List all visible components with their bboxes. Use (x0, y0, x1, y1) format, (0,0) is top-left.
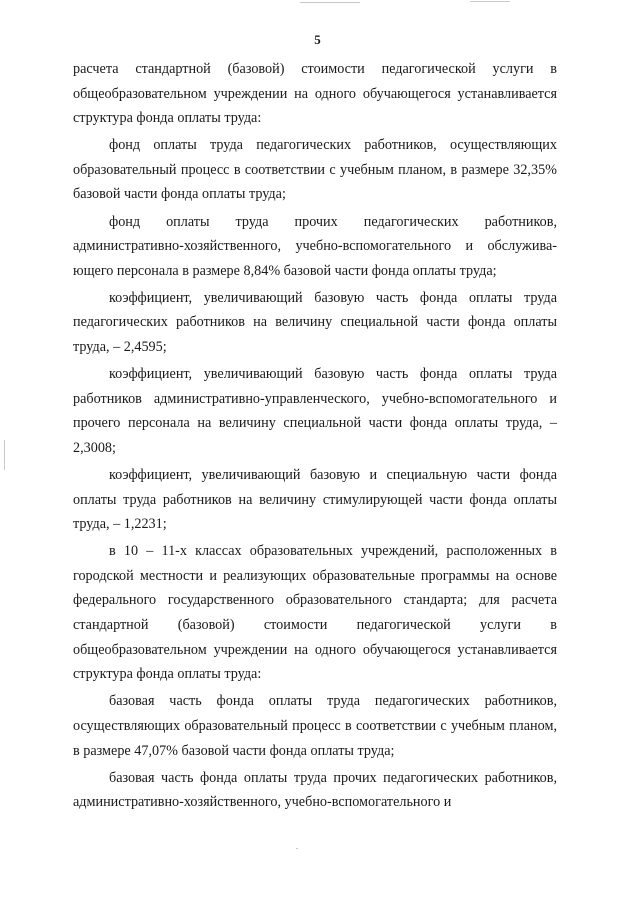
scan-artifact-left (4, 440, 5, 470)
paragraph: базовая часть фонда оплаты труда педагогических работников, осуществляющих образовательный процесс в соответствии с учебным планом, в размере 47,07% базовой части фонда оплаты труда; (73, 693, 557, 759)
paragraph: фонд оплаты труда педагогических работников, осуществляющих образовательный процесс в соответствии с учебным планом, в размере 32,35% базовой части фонда оплаты труда; (73, 137, 557, 203)
paragraph: коэффициент, увеличивающий базовую часть фонда оплаты труда работников административно-управленческого, учебно-вспомогательного и прочего персонала на величину специальной части фонда оплаты труда, – 2,3008; (73, 366, 557, 456)
paragraph: коэффициент, увеличивающий базовую и специальную части фонда оплаты труда работников на величину стимулирующей части фонда оплаты труда, – 1,2231; (73, 467, 557, 533)
paragraph: базовая часть фонда оплаты труда прочих педагогических работников, административно-хозяйственного, учебно-вспомогательного и (73, 769, 557, 811)
paragraph: коэффициент, увеличивающий базовую часть фонда оплаты труда педагогических работников на величину специальной части фонда оплаты труда, – 2,4595; (73, 289, 557, 356)
paragraph: расчета стандартной (базовой) стоимости педагогической услуги в общеобразовательном учреждении на одного обучающегося устанавливается структура фонда оплаты труда: (73, 61, 557, 127)
scan-artifact-bottom (296, 848, 298, 849)
paragraph: в 10 – 11-х классах образовательных учреждений, расположенных в городской местности и реализующих образовательные программы на основе федерального государственного образовательного стандарта; для расчета стандартной (базовой) стоимости педагогической услуги в общеобразовательном учреждении на одного обучающегося устанавливается структура фонда оплаты труда: (73, 543, 557, 683)
scan-artifact-top (300, 2, 360, 3)
scan-artifact-top-right (470, 1, 510, 2)
paragraph: фонд оплаты труда прочих педагогических работников, административно-хозяйственного, учебно-вспомогательного и обслуживающего персонала в размере 8,84% базовой части фонда оплаты труда; (73, 213, 557, 279)
body-text (73, 57, 557, 817)
page-number: 5 (314, 32, 321, 47)
